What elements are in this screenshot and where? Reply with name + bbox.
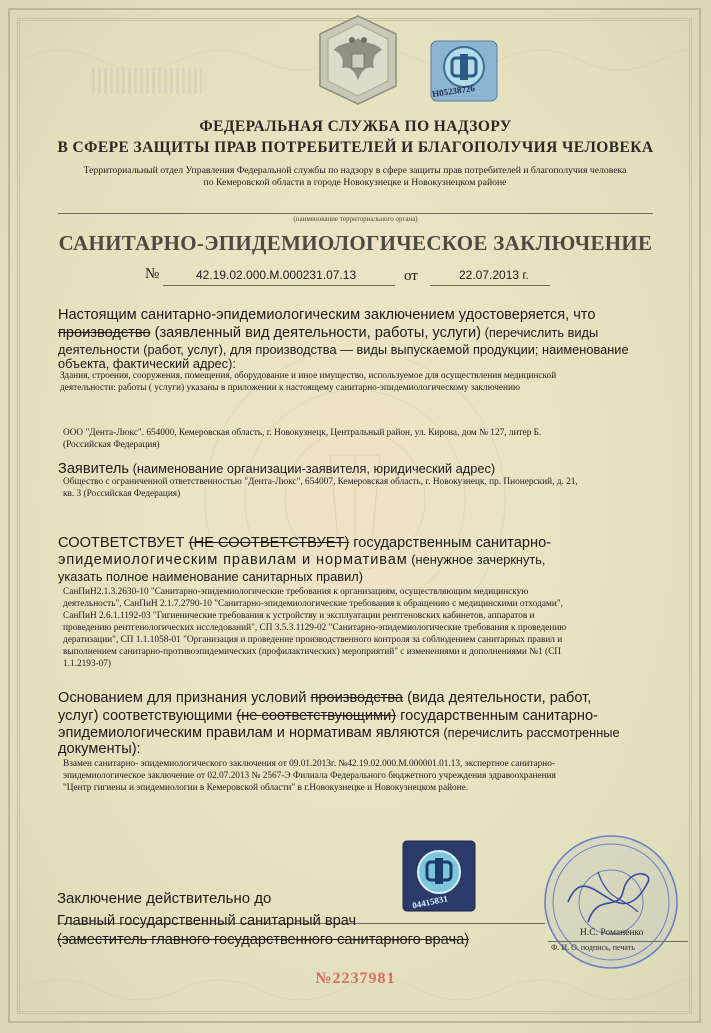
object-line2: деятельности: работы ( услуги) указаны в приложении к настоящему санитарно-эпидемиологическому заключению <box>60 383 520 393</box>
basis-line3-small: (перечислить рассмотренные <box>439 725 620 740</box>
coat-of-arms-emblem <box>312 14 404 106</box>
compliance-line2-small: (ненужное зачеркнуть, <box>407 552 546 567</box>
docs-line3: "Центр гигиены и эпидемиологии в Кемеровской области" в г.Новокузнецке и Новокузнецком районе. <box>63 783 469 793</box>
certificate-number: 42.19.02.000.М.000231.07.13 <box>196 268 357 282</box>
basis-line2-b: государственным санитарно- <box>396 708 598 724</box>
rules-line2: деятельность", СанПиН 2.1.7.2790-10 "Санитарно-эпидемиологические требования к обращению с медицинскими отходами", <box>63 599 563 609</box>
territorial-body-line2: по Кемеровской области в городе Новокузнецке и Новокузнецком районе <box>203 177 507 188</box>
chief-doctor-label: Главный государственный санитарный врач <box>57 913 357 929</box>
rules-line3: СанПиН 2.6.1.1192-03 "Гигиенические требования к устройству и эксплуатации рентгеновских кабинетов, аппаратов и <box>63 611 535 621</box>
hologram-bottom-code: 04415831 <box>411 893 449 911</box>
object-line1: Здания, строения, сооружения, помещения, оборудование и иное имущество, используемое для осуществления медицинской <box>60 371 557 381</box>
struck-production: производство <box>58 325 151 341</box>
basis-line1 <box>58 689 668 707</box>
intro-line4: объекта, фактический адрес): <box>58 356 236 371</box>
faded-mark <box>92 68 202 94</box>
round-seal-stamp <box>528 832 694 974</box>
docs-line1: Взамен санитарно- эпидемиологического заключения от 09.01.2013г. №42.19.02.000.М.000001.01.13, экспертное санитарно- <box>63 759 555 769</box>
basis-line1-b: (вида деятельности, работ, <box>403 690 592 706</box>
basis-line3-big: эпидемиологическим правилам и нормативам являются <box>58 725 440 741</box>
rules-line7: 1.1.2193-07) <box>63 659 112 669</box>
compliance-line2-big: эпидемиологическим правилам и нормативам <box>58 552 408 568</box>
applicant-label <box>58 460 668 478</box>
territorial-underline <box>58 213 653 214</box>
address-line1: ООО "Дента-Люкс". 654000, Кемеровская область, г. Новокузнецк, Центральный район, ул. Кирова, дом № 127, литер Б. <box>63 428 542 438</box>
applicant-label-rest: (наименование организации-заявителя, юридический адрес) <box>129 461 496 476</box>
number-underline <box>163 285 395 286</box>
not-complies-struck: (НЕ СООТВЕТСТВУЕТ) <box>188 535 350 551</box>
compliance-line3: указать полное наименование санитарных правил) <box>58 569 363 584</box>
date-underline <box>430 285 550 286</box>
territorial-body <box>60 165 650 189</box>
address-line2: (Российская Федерация) <box>63 440 160 450</box>
rules-line4: проведению рентгенологических исследований", СП 3.5.3.1129-02 "Санитарно-эпидемиологические требования к проведению <box>63 623 567 633</box>
basis-line4: документы): <box>58 741 141 757</box>
compliance-line1 <box>58 534 668 552</box>
intro-line2-text: (заявленный вид деятельности, работы, услуги) <box>150 325 482 341</box>
date-from-label: от <box>404 268 418 284</box>
compliance-line2 <box>58 551 668 569</box>
territorial-caption: (наименование территориального органа) <box>293 215 418 223</box>
applicant-line2: кв. 3 (Российская Федерация) <box>63 489 181 499</box>
intro-line3: деятельности (работ, услуг), для производства — виды выпускаемой продукции; наименование <box>58 342 629 357</box>
intro-line2 <box>58 324 668 342</box>
serial-number: №2237981 <box>315 970 396 987</box>
certificate-date: 22.07.2013 г. <box>459 268 529 282</box>
signer-caption: Ф. И. О. подпись, печать <box>551 943 635 952</box>
signer-name: Н.С. Романенко <box>580 928 644 938</box>
applicant-line1: Общество с ограниченной ответственностью "Дента-Люкс", 654007, Кемеровская область, г. Новокузнецк, пр. Пионерский, д. 21, <box>63 477 578 487</box>
agency-name-line2: В СФЕРЕ ЗАЩИТЫ ПРАВ ПОТРЕБИТЕЛЕЙ И БЛАГОПОЛУЧИЯ ЧЕЛОВЕКА <box>57 139 654 156</box>
signer-underline <box>548 941 688 942</box>
document-title: САНИТАРНО-ЭПИДЕМИОЛОГИЧЕСКОЕ ЗАКЛЮЧЕНИЕ <box>58 231 653 255</box>
rules-line1: СанПиН2.1.3.2630-10 "Санитарно-эпидемиологические требования к организациям, осуществляющим медицинскую <box>63 587 529 597</box>
valid-until-label: Заключение действительно до <box>57 890 272 907</box>
basis-struck-not-complying: (не соответствующими) <box>236 708 397 724</box>
basis-line2-a: услуг) соответствующими <box>58 708 237 724</box>
docs-line2: эпидемиологическое заключение от 02.07.2013 № 2567-Э Филиала Федерального бюджетного учреждения здравоохранения <box>63 771 556 781</box>
intro-line1: Настоящим санитарно-эпидемиологическим заключением удостоверяется, что <box>58 307 596 323</box>
number-label: № <box>145 266 160 282</box>
rules-line5: дератизации", СП 1.1.1058-01 "Организация и проведение производственного контроля за соблюдением санитарных правил и <box>63 635 563 645</box>
applicant-label-big: Заявитель <box>58 461 130 477</box>
agency-name-line1: ФЕДЕРАЛЬНАЯ СЛУЖБА ПО НАДЗОРУ <box>199 118 512 135</box>
basis-line1-a: Основанием для признания условий <box>58 690 311 706</box>
basis-line2 <box>58 707 668 725</box>
hologram-top-code: H05238726 <box>431 83 476 99</box>
intro-line2-small: (перечислить виды <box>481 325 599 340</box>
territorial-body-line1: Территориальный отдел Управления Федеральной службы по надзору в сфере защиты прав потребителей и благополучия человека <box>83 165 627 176</box>
basis-line3 <box>58 724 668 742</box>
complies-word: СООТВЕТСТВУЕТ <box>58 535 185 551</box>
rules-line6: выполнением санитарно-противоэпидемических (профилактических) мероприятий" с изменениями и дополнениями №1 (СП <box>63 647 561 657</box>
deputy-doctor-struck: (заместитель главного государственного санитарного врача) <box>57 932 470 948</box>
basis-struck-production: производства <box>310 690 404 706</box>
compliance-line1-rest: государственным санитарно- <box>349 535 552 551</box>
